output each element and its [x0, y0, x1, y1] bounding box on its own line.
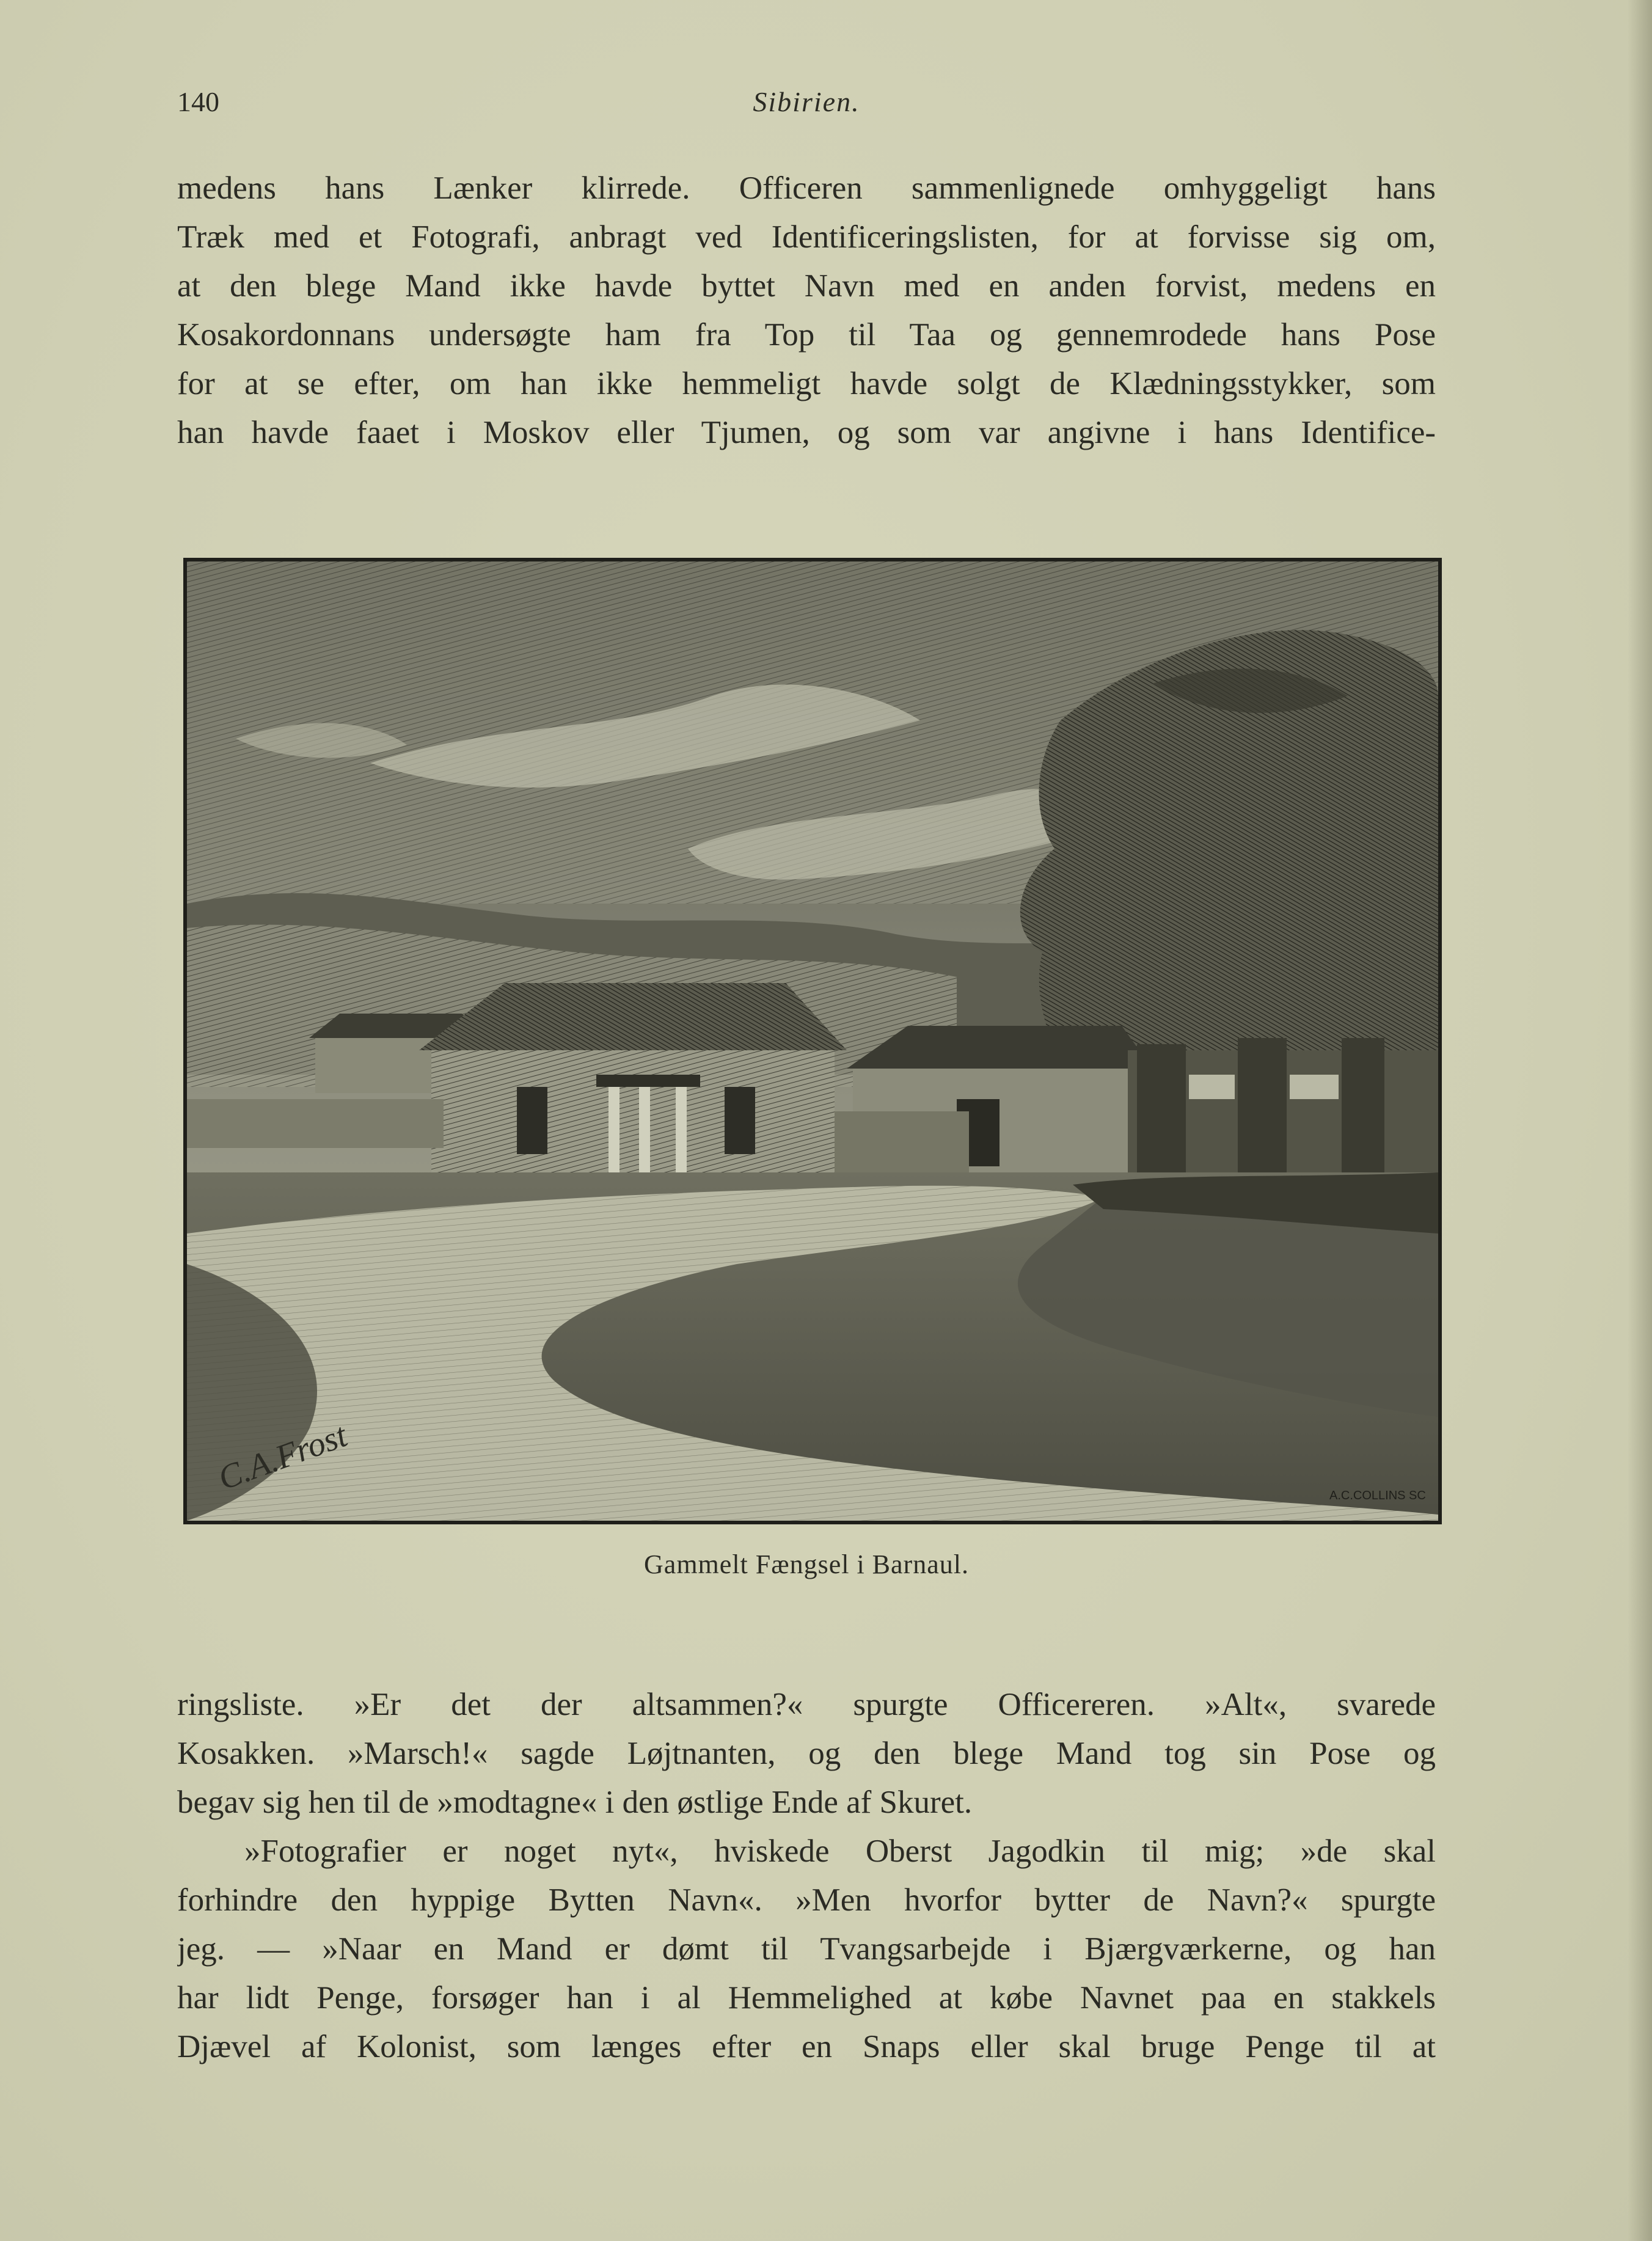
engraving-illustration	[183, 558, 1442, 1524]
text-line: Kosakken. »Marsch!« sagde Løjtnanten, og den blege Mand tog sin Pose og	[177, 1736, 1436, 1771]
text-line: Djævel af Kolonist, som længes efter en Snaps eller skal bruge Penge til at	[177, 2029, 1436, 2064]
text-line: at den blege Mand ikke havde byttet Navn med en anden forvist, medens en	[177, 268, 1436, 304]
text-line: har lidt Penge, forsøger han i al Hemmelighed at købe Navnet paa en stakkels	[177, 1980, 1436, 2016]
bottom-paragraphs	[177, 1680, 1436, 2071]
page-binding-shadow	[1628, 0, 1652, 2241]
text-line: medens hans Lænker klirrede. Officeren sammenlignede omhyggeligt hans	[177, 170, 1436, 206]
figure-caption: Gammelt Fængsel i Barnaul.	[644, 1549, 969, 1579]
text-line: jeg. — »Naar en Mand er dømt til Tvangsarbejde i Bjærgværkerne, og han	[177, 1931, 1436, 1967]
page-number: 140	[177, 86, 219, 117]
artist-signature: C.A.Frost	[213, 1416, 353, 1498]
text-line: for at se efter, om han ikke hemmeligt havde solgt de Klædningsstykker, som	[177, 366, 1436, 401]
engraver-signature: A.C.COLLINS SC	[1329, 1489, 1426, 1502]
top-paragraph	[177, 164, 1436, 457]
text-line: ringsliste. »Er det der altsammen?« spurgte Officereren. »Alt«, svarede	[177, 1687, 1436, 1722]
text-line: han havde faaet i Moskov eller Tjumen, og som var angivne i hans Identifice-	[177, 415, 1436, 450]
engraving-old-prison	[187, 561, 1438, 1521]
running-title: Sibirien.	[753, 86, 860, 117]
text-line: Kosakordonnans undersøgte ham fra Top til Taa og gennemrodede hans Pose	[177, 317, 1436, 353]
text-line: Træk med et Fotografi, anbragt ved Identificeringslisten, for at forvisse sig om,	[177, 219, 1436, 255]
text-line: begav sig hen til de »modtagne« i den østlige Ende af Skuret.	[177, 1785, 973, 1820]
text-line: »Fotografier er noget nyt«, hviskede Oberst Jagodkin til mig; »de skal	[244, 1833, 1436, 1869]
page-header	[177, 86, 1436, 128]
text-line: forhindre den hyppige Bytten Navn«. »Men hvorfor bytter de Navn?« spurgte	[177, 1882, 1436, 1918]
